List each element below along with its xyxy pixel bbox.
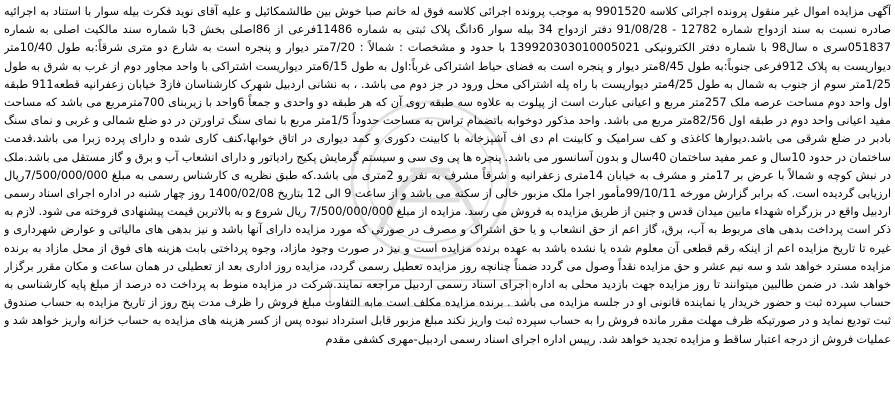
auction-notice-text: آگهی مزایده اموال غیر منقول پرونده اجرائی کلاسه 9901520 به موجب پرونده اجرائی کلاسه فوق له خانم صبا خوش بین طالشمکائیل و علیه آقای نوید فکرت بیله سوار با استناد به اجرائیه صادره نسبت به سند ازدواج شماره 12782 - 91/08/28 دفتر ازدواج 34 بیله سوار 6دانگ پلاک ثبتی به شماره 11486فرعی از 86اصلی بخش 3با شماره سند مالکیت اصلی به شماره 051837سری ه سال98 با شماره دفتر الکترونیکی 139920303010005021 با حدود و مشخصات : شمالاً : 7/20متر دیوار و پنجره است به شارع دو متری شرقاً:به طول 10/40متر دیواریست به پلاک 912فرعی جنوباً:به طول 8/45متر دیوار و پنجره است به فضای حیاط اشتراکی غرباً:اول به طول 6/15متر دیواریست اشتراکی با واحد مجاور دوم از غرب به شرق به طول 1/25متر سوم از جنوب به شمال به طول 4/25متر دیواریست با راه پله اشتراکی محل ورود در جز دوم می باشد. ، به نشانی اردبیل شهرک کارشناسان فاز3 خیابان زعفرانیه قطعه911 طبقه اول واحد دوم مساحت عرصه ملک 257متر مربع و اعیانی عبارت است از پیلوت به علاوه سه طبقه روی آن که هر طبقه دو واحدی و جمعاً 6واحد با زیربنای 700مترمربع می باشد که مساحت مفید اعیانی واحد دوم در طبقه اول 82/56متر مربع می باشد. واحد مذکور دوخوابه باتضمام تراس به مساحت حدوداً 1/5متر مربع با نمای سنگ تراورتن در دو ضلع شمالی و غربی و نمای سنگ بادبر در ضلع شرقی می باشد.دیوارها کاغذی و کف سرامیک و کابینت ام دی اف آشپزخانه با کابینت دکوری و کمد دیواری در اتاق خوابها،کنف کاری شده و دارای پرده زبرا می باشد.قدمت ساختمان در حدود 10سال و عمر مفید ساختمان 40سال و بدون آسانسور می باشد. پنجره ها پی وی سی و سیستم گرمایش پکیج رادیاتور و دارای انشعاب آب و برق و گاز مستقل می باشد.ملک در نبش کوچه و شمالاً با عرض بر 17متر و مشرف به خیابان 14متری زعفرانیه و شرقاً مشرف به نفر رو 2متری می باشد.که طبق نظریه ی کارشناس رسمی به مبلغ 7/500/000/000ریال ارزیابی گردیده است. که برابر گزارش مورخه 99/10/11مأمور اجرا ملک مزبور خالی از سکنه می باشد و از ساعت 9 الی 12 بتاریخ 1400/02/08 روز چهار شنبه در اداره اجرای اسناد رسمی اردبیل واقع در بزرگراه شهداء مابین میدان قدس و جنین از طریق مزایده به فروش می رسد. مزایده از مبلغ 7/500/000/000 ریال شروع و به بالاترین قیمت پیشنهادی فروخته می شود. لازم به ذکر است پرداخت بدهی های مربوط به آب، برق، گاز اعم از حق انشعاب و یا حق اشتراک و مصرف در صورتی که مورد مزایده دارای آنها باشد و نیز بدهی های مالیاتی و عوارض شهرداری و غیره تا تاریخ مزایده اعم از اینکه رقم قطعی آن معلوم شده یا نشده باشد به عهده برنده مزایده است و نیز در صورت وجود مازاد، وجوه پرداختی بابت هزینه های فوق از محل مازاد به برنده مزایده مسترد خواهد شد و سه نیم عشر و حق مزایده نقداً وصول می گردد ضمناً چنانچه روز مزایده تعطیل رسمی گردد، مزایده روز اداری بعد از تعطیلی در همان ساعت و مکان مقرر برگزار خواهد شد. در ضمن طالبین میتوانند تا روز مزایده جهت بازدید محلی به اداره اجرای اسناد رسمی اردبیل مراجعه نمایند.شرکت در مزایده منوط به پرداخت ده درصد از مبلغ پایه کارشناسی به حساب سپرده ثبت و حضور خریدار یا نماینده قانونی او در جلسه مزایده می باشد . برنده مزایده مکلف است مابه التفاوت مبلغ فروش را ظرف مدت پنج روز از تاریخ مزایده به حساب صندوق ثبت تودیع نماید و در صورتیکه ظرف مهلت مقرر مانده فروش را به حساب سپرده ثبت واریز نکند مبلغ مزبور قابل استرداد نبوده پس از کسر هزینه های مزایده به حساب خزانه واریز خواهد شد و عملیات فروش از درجه اعتبار ساقط و مزایده تجدید خواهد شد. رییس اداره اجرای اسناد رسمی اردبیل-مهری کشفی مقدم: [4, 4, 891, 346]
